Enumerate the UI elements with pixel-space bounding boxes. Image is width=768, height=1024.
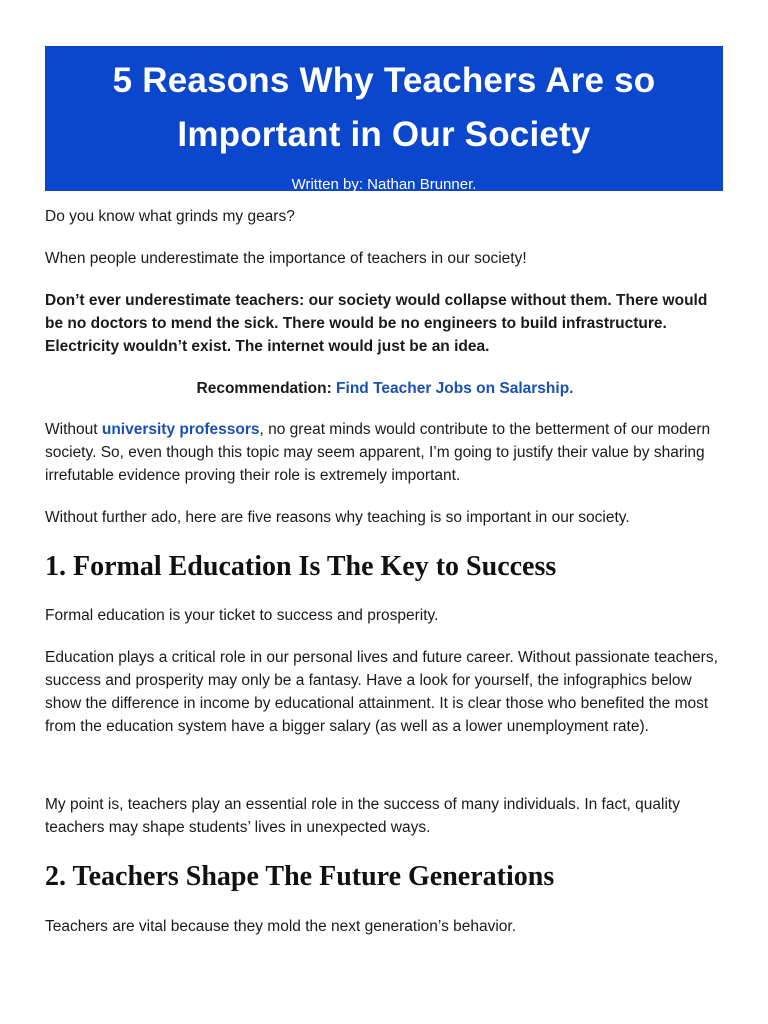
author-byline: Written by: Nathan Brunner. bbox=[291, 176, 477, 193]
university-professors-paragraph bbox=[45, 418, 725, 487]
recommendation-separator: : bbox=[326, 380, 337, 397]
page-title bbox=[45, 54, 723, 162]
find-teacher-jobs-link[interactable]: Find Teacher Jobs on Salarship. bbox=[336, 380, 574, 397]
five-reasons-intro: Without further ado, here are five reasons why teaching is so important in our society. bbox=[45, 509, 630, 526]
intro-question: Do you know what grinds my gears? bbox=[45, 208, 295, 225]
page-title-line-2: Important in Our Society bbox=[177, 115, 591, 154]
title-banner bbox=[45, 46, 723, 191]
recommendation bbox=[45, 377, 725, 400]
document-page bbox=[45, 46, 725, 938]
section-2-heading: 2. Teachers Shape The Future Generations bbox=[45, 861, 555, 892]
paragraph-text: Without bbox=[45, 421, 102, 438]
section-1-paragraph-3: My point is, teachers play an essential role in the success of many individuals. In fact, quality teachers may shape students’ lives in unexpected ways. bbox=[45, 796, 680, 836]
paragraph-text: , no great minds would contribute to the betterment of our modern society. So, even though this topic may seem apparent, I’m going to justify their value by sharing irrefutable evidence proving their role is extremely important. bbox=[45, 421, 711, 484]
recommendation-label: Recommendation bbox=[196, 380, 327, 397]
section-1-paragraph-1: Formal education is your ticket to success and prosperity. bbox=[45, 607, 439, 624]
intro-answer: When people underestimate the importance of teachers in our society! bbox=[45, 250, 527, 267]
bold-statement: Don’t ever underestimate teachers: our society would collapse without them. There would be no doctors to mend the sick. There would be no engineers to build infrastructure. Electricity wouldn’t exist. The internet would just be an idea. bbox=[45, 292, 708, 355]
section-1-paragraph-2: Education plays a critical role in our personal lives and future career. Without passionate teachers, success and prosperity may only be a fantasy. Have a look for yourself, the infographics below show the difference in income by educational attainment. It is clear those who benefited the most from the education system have a bigger salary (as well as a lower unemployment rate). bbox=[45, 649, 718, 735]
university-professors-link[interactable]: university professors bbox=[101, 421, 260, 438]
section-2-paragraph-1: Teachers are vital because they mold the next generation’s behavior. bbox=[45, 918, 517, 935]
page-title-line-1: 5 Reasons Why Teachers Are so bbox=[112, 61, 656, 100]
section-1-heading: 1. Formal Education Is The Key to Success bbox=[45, 551, 557, 582]
